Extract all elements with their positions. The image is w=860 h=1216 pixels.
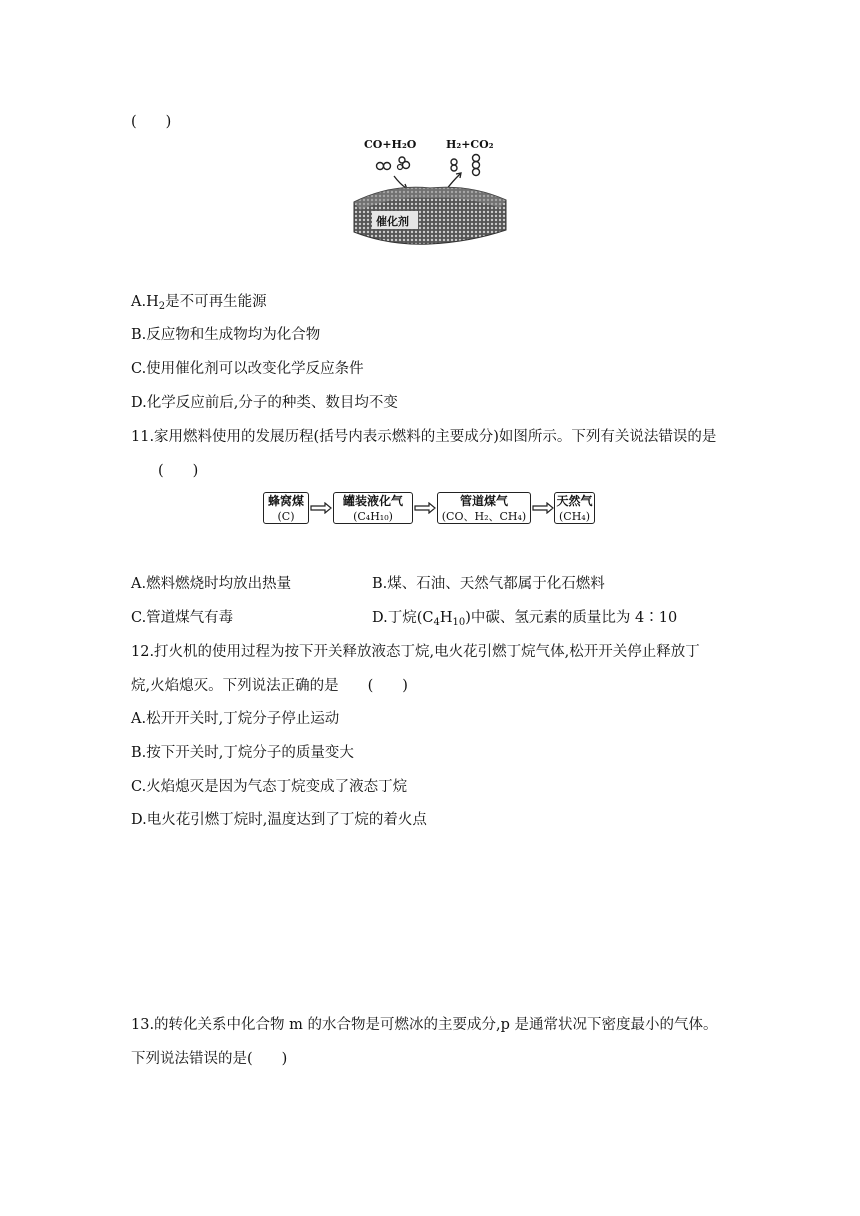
flow-arrow-icon	[414, 502, 436, 514]
q12-option-d: D.电火花引燃丁烷时,温度达到了丁烷的着火点	[131, 812, 427, 828]
flow-box-name: 管道煤气	[459, 494, 508, 508]
flow-box-lpg	[333, 492, 413, 524]
q13-stem-line1: 13.的转化关系中化合物 m 的水合物是可燃冰的主要成分,p 是通常状况下密度最小的气体。	[131, 1017, 718, 1033]
q10-option-c: C.使用催化剂可以改变化学反应条件	[131, 361, 364, 377]
q12-option-b: B.按下开关时,丁烷分子的质量变大	[131, 745, 354, 761]
flow-box-formula: (CO、H₂、CH₄)	[441, 510, 527, 523]
q11-paren: ( )	[158, 463, 199, 479]
flow-box-formula: (C)	[277, 510, 295, 523]
flow-box-formula: (C₄H₁₀)	[353, 510, 393, 523]
q11-stem: 11.家用燃料使用的发展历程(括号内表示燃料的主要成分)如图所示。下列有关说法错误的是	[131, 429, 717, 445]
q11-option-d	[372, 608, 677, 628]
fuel-flow-diagram	[263, 492, 595, 528]
catalyst-illustration	[350, 138, 510, 250]
flow-arrow-icon	[532, 502, 554, 514]
product-label: H₂+CO₂	[446, 138, 494, 151]
option-text: 是不可再生能源	[165, 294, 267, 310]
q12-stem-line2: 烷,火焰熄灭。下列说法正确的是 ( )	[131, 678, 408, 694]
question-paren: ( )	[131, 114, 172, 130]
q11-option-a: A.燃料燃烧时均放出热量	[131, 576, 292, 592]
q10-option-a	[131, 292, 267, 312]
q12-stem-line1: 12.打火机的使用过程为按下开关释放液态丁烷,电火花引燃丁烷气体,松开开关停止释放丁	[131, 644, 700, 660]
option-text: A.H	[131, 294, 159, 310]
q11-option-c: C.管道煤气有毒	[131, 610, 234, 626]
flow-box-formula: (CH₄)	[558, 510, 590, 523]
option-text: )中碳、氢元素的质量比为 4∶10	[465, 610, 678, 626]
option-text: D.丁烷(C	[372, 610, 434, 626]
subscript: 4	[433, 617, 440, 628]
flow-box-name: 天然气	[556, 494, 593, 508]
flow-box-name: 蜂窝煤	[267, 494, 304, 508]
reactant-label: CO+H₂O	[364, 138, 417, 151]
q10-option-d: D.化学反应前后,分子的种类、数目均不变	[131, 395, 398, 411]
q12-option-c: C.火焰熄灭是因为气态丁烷变成了液态丁烷	[131, 779, 408, 795]
subscript: 2	[158, 301, 166, 312]
subscript: 10	[452, 617, 466, 628]
q10-option-b: B.反应物和生成物均为化合物	[131, 327, 321, 343]
flow-arrow-icon	[310, 502, 332, 514]
q11-option-b: B.煤、石油、天然气都属于化石燃料	[372, 576, 605, 592]
catalyst-figure	[350, 138, 510, 250]
flow-box-pipeline-gas	[437, 492, 531, 524]
flow-box-natural-gas	[554, 492, 595, 524]
q13-stem-line2: 下列说法错误的是( )	[131, 1051, 288, 1067]
option-text: H	[439, 610, 453, 626]
q12-option-a: A.松开开关时,丁烷分子停止运动	[131, 711, 340, 727]
flow-box-name: 罐装液化气	[342, 494, 403, 508]
flow-box-honeycomb-coal	[263, 492, 309, 524]
catalyst-label: 催化剂	[376, 215, 409, 228]
